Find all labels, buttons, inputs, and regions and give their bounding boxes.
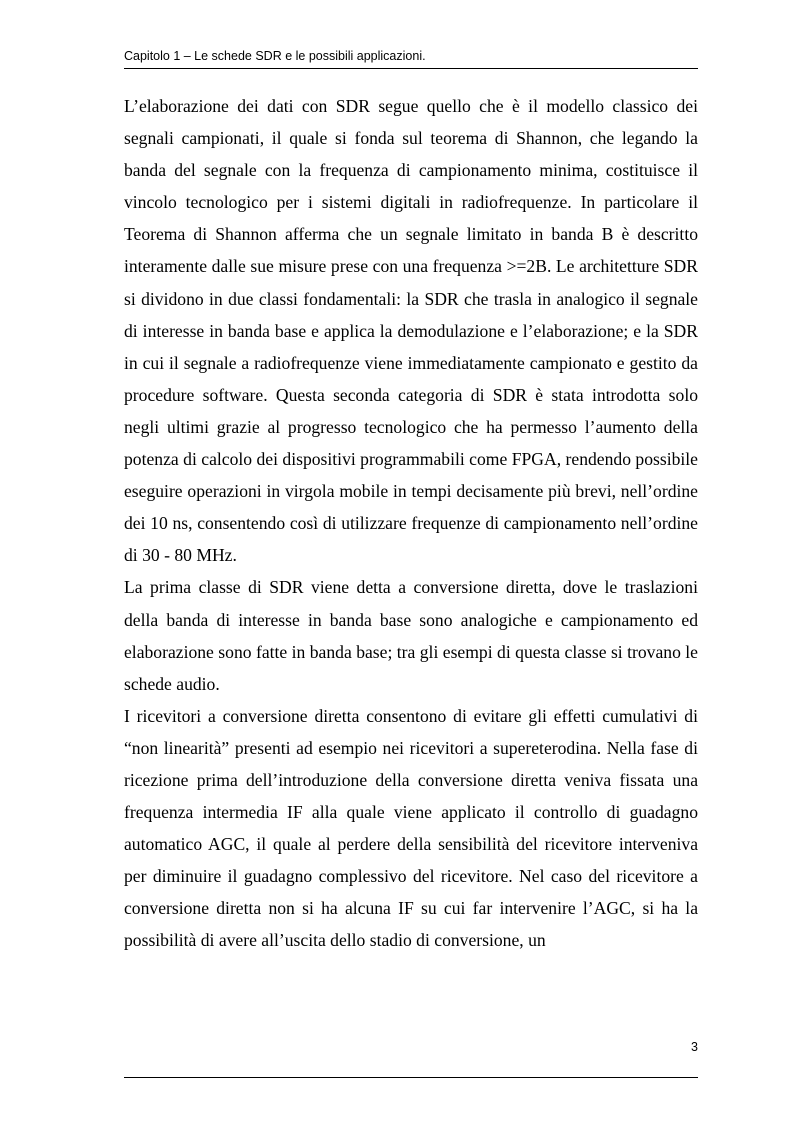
running-header: Capitolo 1 – Le schede SDR e le possibili applicazioni.: [124, 49, 426, 63]
body-text: [124, 90, 698, 957]
paragraph-3: I ricevitori a conversione diretta consentono di evitare gli effetti cumulativi di “non linearità” presenti ad esempio nei ricevitori a supereterodina. Nella fase di ricezione prima dell’introduzione della conversione diretta veniva fissata una frequenza intermedia IF alla quale viene applicato il controllo di guadagno automatico AGC, il quale al perdere della sensibilità del ricevitore interveniva per diminuire il guadagno complessivo del ricevitore. Nel caso del ricevitore a conversione diretta non si ha alcuna IF su cui far intervenire l’AGC, si ha la possibilità di avere all’uscita dello stadio di conversione, un: [124, 705, 698, 951]
footer-divider: [124, 1077, 698, 1078]
paragraph-1: L’elaborazione dei dati con SDR segue quello che è il modello classico dei segnali campionati, il quale si fonda sul teorema di Shannon, che legando la banda del segnale con la frequenza di campionamento minima, costituisce il vincolo tecnologico per i sistemi digitali in radiofrequenze. In particolare il Teorema di Shannon afferma che un segnale limitato in banda B è descritto interamente dalle sue misure prese con una frequenza >=2B. Le architetture SDR si dividono in due classi fondamentali: la SDR che trasla in analogico il segnale di interesse in banda base e applica la demodulazione e l’elaborazione; e la SDR in cui il segnale a radiofrequenze viene immediatamente campionato e gestito da procedure software. Questa seconda categoria di SDR è stata introdotta solo negli ultimi grazie al progresso tecnologico che ha permesso l’aumento della potenza di calcolo dei dispositivi programmabili come FPGA, rendendo possibile eseguire operazioni in virgola mobile in tempi decisamente più brevi, nell’ordine dei 10 ns, consentendo così di utilizzare frequenze di campionamento nell’ordine di 30 - 80 MHz.: [124, 96, 698, 566]
paragraph-2: La prima classe di SDR viene detta a conversione diretta, dove le traslazioni della banda di interesse in banda base sono analogiche e campionamento ed elaborazione sono fatte in banda base; tra gli esempi di questa classe si trovano le schede audio.: [124, 577, 698, 694]
page-number: 3: [691, 1040, 698, 1054]
header-divider: [124, 68, 698, 69]
